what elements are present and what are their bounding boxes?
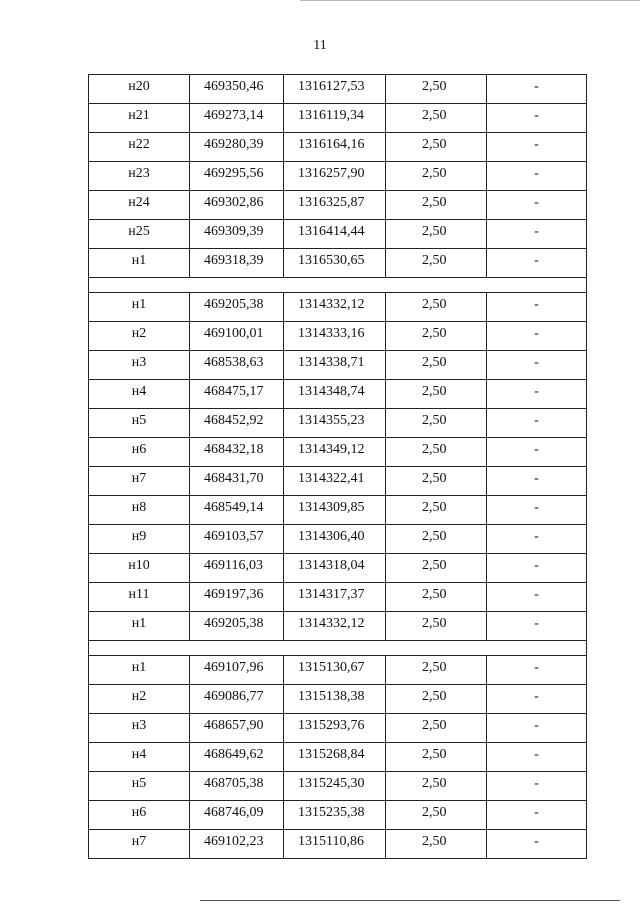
accuracy-cell: 2,50 — [386, 656, 487, 685]
note-cell: - — [487, 525, 587, 554]
point-name-cell: н9 — [89, 525, 190, 554]
point-name-cell: н1 — [89, 293, 190, 322]
x-coordinate-cell: 468452,92 — [190, 409, 284, 438]
x-coordinate-cell: 469273,14 — [190, 104, 284, 133]
point-name-cell: н5 — [89, 409, 190, 438]
section-separator-cell — [89, 278, 587, 293]
note-cell: - — [487, 656, 587, 685]
x-coordinate-cell: 469205,38 — [190, 612, 284, 641]
point-name-cell: н5 — [89, 772, 190, 801]
accuracy-cell: 2,50 — [386, 772, 487, 801]
x-coordinate-cell: 468705,38 — [190, 772, 284, 801]
accuracy-cell: 2,50 — [386, 322, 487, 351]
note-cell: - — [487, 191, 587, 220]
accuracy-cell: 2,50 — [386, 830, 487, 859]
accuracy-cell: 2,50 — [386, 75, 487, 104]
point-name-cell: н7 — [89, 467, 190, 496]
point-name-cell: н6 — [89, 801, 190, 830]
x-coordinate-cell: 469102,23 — [190, 830, 284, 859]
point-name-cell: н23 — [89, 162, 190, 191]
x-coordinate-cell: 468549,14 — [190, 496, 284, 525]
page-number: 11 — [313, 38, 327, 53]
table-row — [89, 322, 587, 351]
y-coordinate-cell: 1316119,34 — [284, 104, 386, 133]
x-coordinate-cell: 469116,03 — [190, 554, 284, 583]
point-name-cell: н3 — [89, 351, 190, 380]
accuracy-cell: 2,50 — [386, 380, 487, 409]
note-cell: - — [487, 496, 587, 525]
y-coordinate-cell: 1314349,12 — [284, 438, 386, 467]
accuracy-cell: 2,50 — [386, 743, 487, 772]
point-name-cell: н1 — [89, 249, 190, 278]
note-cell: - — [487, 612, 587, 641]
note-cell: - — [487, 554, 587, 583]
footer-line — [200, 900, 620, 901]
accuracy-cell: 2,50 — [386, 496, 487, 525]
y-coordinate-cell: 1316530,65 — [284, 249, 386, 278]
x-coordinate-cell: 469309,39 — [190, 220, 284, 249]
x-coordinate-cell: 468432,18 — [190, 438, 284, 467]
y-coordinate-cell: 1314338,71 — [284, 351, 386, 380]
table-row — [89, 104, 587, 133]
y-coordinate-cell: 1315245,30 — [284, 772, 386, 801]
point-name-cell: н3 — [89, 714, 190, 743]
note-cell: - — [487, 249, 587, 278]
y-coordinate-cell: 1314355,23 — [284, 409, 386, 438]
point-name-cell: н7 — [89, 830, 190, 859]
x-coordinate-cell: 469302,86 — [190, 191, 284, 220]
point-name-cell: н8 — [89, 496, 190, 525]
x-coordinate-cell: 469107,96 — [190, 656, 284, 685]
table-row — [89, 133, 587, 162]
table-row — [89, 75, 587, 104]
x-coordinate-cell: 469350,46 — [190, 75, 284, 104]
accuracy-cell: 2,50 — [386, 583, 487, 612]
y-coordinate-cell: 1315293,76 — [284, 714, 386, 743]
point-name-cell: н4 — [89, 380, 190, 409]
section-separator-row — [89, 641, 587, 656]
point-name-cell: н11 — [89, 583, 190, 612]
note-cell: - — [487, 133, 587, 162]
y-coordinate-cell: 1316257,90 — [284, 162, 386, 191]
section-separator-row — [89, 278, 587, 293]
y-coordinate-cell: 1315138,38 — [284, 685, 386, 714]
y-coordinate-cell: 1315235,38 — [284, 801, 386, 830]
y-coordinate-cell: 1314348,74 — [284, 380, 386, 409]
note-cell: - — [487, 772, 587, 801]
table-row — [89, 743, 587, 772]
accuracy-cell: 2,50 — [386, 293, 487, 322]
table-row — [89, 583, 587, 612]
table-row — [89, 293, 587, 322]
accuracy-cell: 2,50 — [386, 409, 487, 438]
y-coordinate-cell: 1315110,86 — [284, 830, 386, 859]
top-border-line — [300, 0, 640, 1]
y-coordinate-cell: 1314306,40 — [284, 525, 386, 554]
note-cell: - — [487, 467, 587, 496]
accuracy-cell: 2,50 — [386, 554, 487, 583]
point-name-cell: н24 — [89, 191, 190, 220]
note-cell: - — [487, 409, 587, 438]
y-coordinate-cell: 1316414,44 — [284, 220, 386, 249]
table-row — [89, 801, 587, 830]
y-coordinate-cell: 1314317,37 — [284, 583, 386, 612]
point-name-cell: н1 — [89, 612, 190, 641]
note-cell: - — [487, 104, 587, 133]
y-coordinate-cell: 1316325,87 — [284, 191, 386, 220]
y-coordinate-cell: 1315268,84 — [284, 743, 386, 772]
note-cell: - — [487, 322, 587, 351]
table-row — [89, 220, 587, 249]
y-coordinate-cell: 1314309,85 — [284, 496, 386, 525]
accuracy-cell: 2,50 — [386, 438, 487, 467]
note-cell: - — [487, 293, 587, 322]
table-row — [89, 772, 587, 801]
note-cell: - — [487, 75, 587, 104]
note-cell: - — [487, 685, 587, 714]
note-cell: - — [487, 351, 587, 380]
x-coordinate-cell: 469103,57 — [190, 525, 284, 554]
x-coordinate-cell: 469280,39 — [190, 133, 284, 162]
accuracy-cell: 2,50 — [386, 162, 487, 191]
note-cell: - — [487, 438, 587, 467]
point-name-cell: н10 — [89, 554, 190, 583]
x-coordinate-cell: 468746,09 — [190, 801, 284, 830]
table-row — [89, 351, 587, 380]
x-coordinate-cell: 469100,01 — [190, 322, 284, 351]
x-coordinate-cell: 468475,17 — [190, 380, 284, 409]
point-name-cell: н21 — [89, 104, 190, 133]
coordinates-table — [88, 74, 587, 859]
y-coordinate-cell: 1314332,12 — [284, 612, 386, 641]
point-name-cell: н25 — [89, 220, 190, 249]
table-row — [89, 249, 587, 278]
note-cell: - — [487, 714, 587, 743]
table-row — [89, 191, 587, 220]
y-coordinate-cell: 1316127,53 — [284, 75, 386, 104]
accuracy-cell: 2,50 — [386, 612, 487, 641]
accuracy-cell: 2,50 — [386, 249, 487, 278]
table-row — [89, 496, 587, 525]
y-coordinate-cell: 1314332,12 — [284, 293, 386, 322]
section-separator-cell — [89, 641, 587, 656]
table-row — [89, 612, 587, 641]
accuracy-cell: 2,50 — [386, 714, 487, 743]
accuracy-cell: 2,50 — [386, 104, 487, 133]
table-row — [89, 685, 587, 714]
accuracy-cell: 2,50 — [386, 801, 487, 830]
x-coordinate-cell: 469086,77 — [190, 685, 284, 714]
y-coordinate-cell: 1315130,67 — [284, 656, 386, 685]
y-coordinate-cell: 1314333,16 — [284, 322, 386, 351]
note-cell: - — [487, 583, 587, 612]
x-coordinate-cell: 468538,63 — [190, 351, 284, 380]
accuracy-cell: 2,50 — [386, 220, 487, 249]
point-name-cell: н1 — [89, 656, 190, 685]
table-row — [89, 380, 587, 409]
note-cell: - — [487, 162, 587, 191]
note-cell: - — [487, 801, 587, 830]
note-cell: - — [487, 380, 587, 409]
table-row — [89, 554, 587, 583]
table-row — [89, 162, 587, 191]
note-cell: - — [487, 743, 587, 772]
point-name-cell: н2 — [89, 322, 190, 351]
note-cell: - — [487, 220, 587, 249]
point-name-cell: н4 — [89, 743, 190, 772]
table-row — [89, 656, 587, 685]
y-coordinate-cell: 1316164,16 — [284, 133, 386, 162]
table-row — [89, 525, 587, 554]
point-name-cell: н22 — [89, 133, 190, 162]
note-cell: - — [487, 830, 587, 859]
x-coordinate-cell: 469197,36 — [190, 583, 284, 612]
y-coordinate-cell: 1314318,04 — [284, 554, 386, 583]
coordinates-table-body — [89, 75, 587, 859]
x-coordinate-cell: 469318,39 — [190, 249, 284, 278]
x-coordinate-cell: 468657,90 — [190, 714, 284, 743]
point-name-cell: н2 — [89, 685, 190, 714]
table-row — [89, 830, 587, 859]
accuracy-cell: 2,50 — [386, 133, 487, 162]
accuracy-cell: 2,50 — [386, 191, 487, 220]
table-row — [89, 467, 587, 496]
table-row — [89, 714, 587, 743]
accuracy-cell: 2,50 — [386, 685, 487, 714]
x-coordinate-cell: 468649,62 — [190, 743, 284, 772]
accuracy-cell: 2,50 — [386, 351, 487, 380]
accuracy-cell: 2,50 — [386, 525, 487, 554]
table-row — [89, 438, 587, 467]
y-coordinate-cell: 1314322,41 — [284, 467, 386, 496]
point-name-cell: н20 — [89, 75, 190, 104]
x-coordinate-cell: 468431,70 — [190, 467, 284, 496]
x-coordinate-cell: 469205,38 — [190, 293, 284, 322]
table-row — [89, 409, 587, 438]
x-coordinate-cell: 469295,56 — [190, 162, 284, 191]
point-name-cell: н6 — [89, 438, 190, 467]
accuracy-cell: 2,50 — [386, 467, 487, 496]
